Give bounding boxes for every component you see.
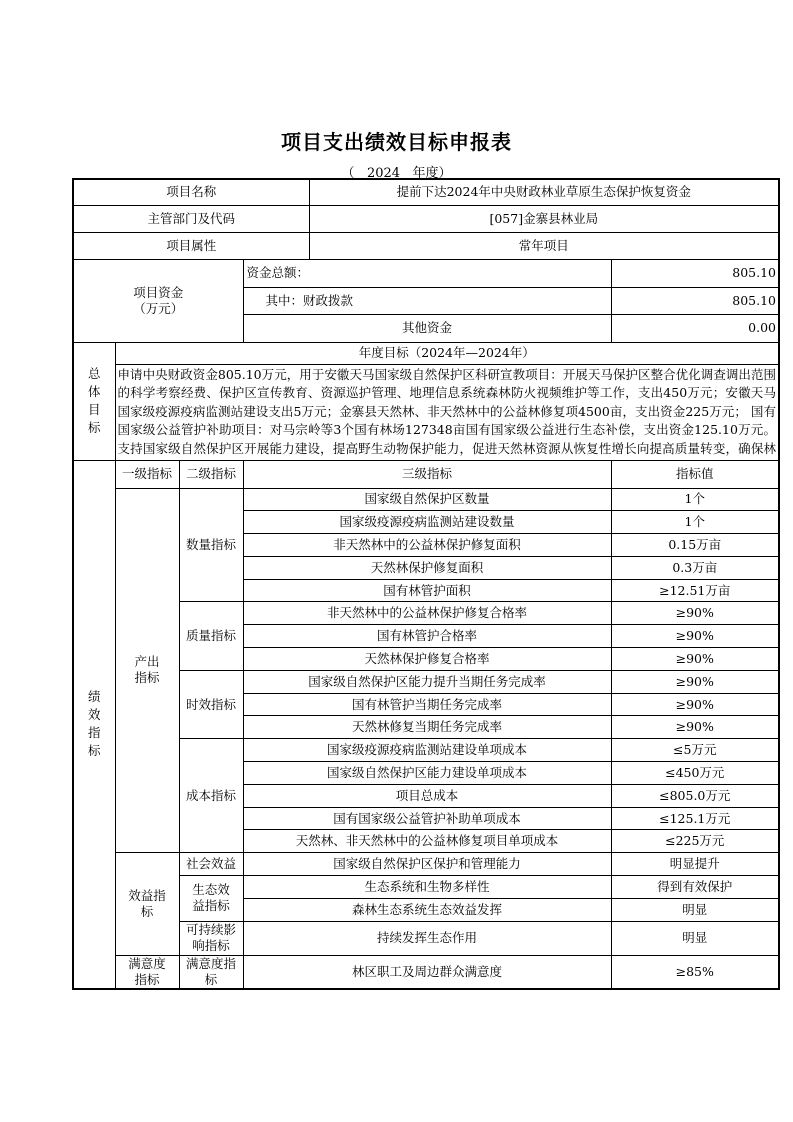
indicator-name: 项目总成本	[243, 784, 611, 807]
indicator-name: 天然林保护修复合格率	[243, 648, 611, 671]
group-ecological: 生态效益指标	[179, 876, 243, 922]
indicator-value: ≥12.51万亩	[611, 579, 779, 602]
perf-char-3: 指	[87, 725, 101, 741]
indicator-value: ≥90%	[611, 716, 779, 739]
satisfaction-label: 满意度指标	[115, 955, 179, 989]
funds-label-unit: （万元）	[133, 300, 184, 316]
perf-char-1: 绩	[87, 689, 101, 705]
perf-char-2: 效	[87, 707, 101, 723]
header-l3: 三级指标	[243, 460, 611, 488]
year-close: 年度）	[412, 166, 452, 181]
funds-fiscal-label: 其中：财政拨款	[243, 287, 611, 314]
indicator-name: 国有国家级公益管护补助单项成本	[243, 807, 611, 830]
perf-indicator-label	[73, 460, 115, 989]
year-target-text	[115, 364, 779, 460]
indicator-value: ≥90%	[611, 625, 779, 648]
group-cost: 成本指标	[179, 739, 243, 853]
indicator-name: 非天然林中的公益林保护修复合格率	[243, 602, 611, 625]
year-target-text-row	[73, 364, 779, 460]
output-label: 产出指标	[115, 488, 179, 853]
indicator-name: 国有林管护面积	[243, 579, 611, 602]
dept-row	[73, 205, 779, 232]
group-sustainable: 可持续影响指标	[179, 921, 243, 955]
table-row	[73, 488, 779, 511]
funds-total-row	[73, 259, 779, 287]
project-name-value: 提前下达2024年中央财政林业草原生态保护恢复资金	[309, 179, 779, 205]
table-row	[73, 670, 779, 693]
project-name-row	[73, 179, 779, 205]
table-row	[73, 921, 779, 955]
group-timeliness: 时效指标	[179, 670, 243, 738]
attr-value: 常年项目	[309, 232, 779, 259]
indicator-value: ≤5万元	[611, 739, 779, 762]
attr-row	[73, 232, 779, 259]
indicator-value: 得到有效保护	[611, 876, 779, 899]
indicator-value: 明显提升	[611, 853, 779, 876]
indicator-value: ≤225万元	[611, 830, 779, 853]
group-quality: 质量指标	[179, 602, 243, 670]
attr-label: 项目属性	[73, 232, 309, 259]
indicator-name: 国家级疫源疫病监测站建设单项成本	[243, 739, 611, 762]
indicator-name: 国有林管护合格率	[243, 625, 611, 648]
table-row	[73, 955, 779, 989]
overall-target-label	[73, 342, 115, 460]
indicator-name: 森林生态系统生态效益发挥	[243, 898, 611, 921]
dept-label: 主管部门及代码	[73, 205, 309, 232]
table-row	[73, 853, 779, 876]
indicator-name: 持续发挥生态作用	[243, 921, 611, 955]
year-value: 2024	[366, 166, 401, 181]
funds-total-value: 805.10	[611, 259, 779, 287]
indicator-name: 国家级自然保护区能力建设单项成本	[243, 762, 611, 785]
dept-value: [057]金寨县林业局	[309, 205, 779, 232]
indicator-value: ≥85%	[611, 955, 779, 989]
table-row	[73, 876, 779, 899]
table-row	[73, 739, 779, 762]
overall-char-2: 体	[87, 384, 101, 399]
overall-char-1: 总	[87, 366, 101, 381]
group-social: 社会效益	[179, 853, 243, 876]
indicator-name: 生态系统和生物多样性	[243, 876, 611, 899]
indicator-name: 国家级自然保护区能力提升当期任务完成率	[243, 670, 611, 693]
funds-other-label: 其他资金	[243, 314, 611, 342]
indicator-value: 1个	[611, 488, 779, 511]
year-target-label: 年度目标（2024年—2024年）	[115, 342, 779, 364]
indicator-name: 国家级自然保护区数量	[243, 488, 611, 511]
indicator-value: 1个	[611, 511, 779, 534]
indicator-name: 国有林管护当期任务完成率	[243, 693, 611, 716]
funds-total-label: 资金总额：	[243, 259, 611, 287]
indicator-value: ≥90%	[611, 693, 779, 716]
indicator-name: 国家级自然保护区保护和管理能力	[243, 853, 611, 876]
perf-char-4: 标	[87, 743, 101, 759]
page-title: 项目支出绩效目标申报表	[281, 130, 512, 154]
indicator-value: ≥90%	[611, 648, 779, 671]
year-open: （	[341, 166, 355, 181]
indicator-value: 明显	[611, 898, 779, 921]
group-satisfaction: 满意度指标	[179, 955, 243, 989]
indicator-name: 林区职工及周边群众满意度	[243, 955, 611, 989]
indicator-name: 国家级疫源疫病监测站建设数量	[243, 511, 611, 534]
indicator-value: ≤805.0万元	[611, 784, 779, 807]
indicator-value: ≥90%	[611, 670, 779, 693]
overall-char-4: 标	[87, 420, 101, 435]
header-l1: 一级指标	[115, 460, 179, 488]
indicator-value: ≤125.1万元	[611, 807, 779, 830]
funds-label-main: 项目资金	[133, 284, 184, 300]
header-value: 指标值	[611, 460, 779, 488]
table-row	[73, 602, 779, 625]
indicator-name: 天然林修复当期任务完成率	[243, 716, 611, 739]
indicator-value: 明显	[611, 921, 779, 955]
funds-label	[73, 259, 243, 342]
indicator-name: 天然林、非天然林中的公益林修复项目单项成本	[243, 830, 611, 853]
benefit-label: 效益指标	[115, 853, 179, 955]
indicator-value: ≤450万元	[611, 762, 779, 785]
year-target-paragraph: 申请中央财政资金805.10万元，用于安徽天马国家级自然保护区科研宣教项目：开展天马保护区整合优化调查调出范围的科学考察经费、保护区宣传教育、资源巡护管理、地理信息系统森林防火视频维护等工作，支出450万元；安徽天马国家级疫源疫病监测站建设支出5万元；金寨县天然林、非天然林中的公益林修复项4500亩，支出资金225万元； 国有国家级公益管护补助项目：对马宗岭等3个国有林场127348亩国有国家级公益进行生态补偿，支出资金125.10万元。 支持国家级自然保护区开展能力建设，提高野生动物保护能力，促进天然林资源从恢复性增长向提高质量转变，确保林	[117, 366, 777, 456]
indicator-value: 0.15万亩	[611, 534, 779, 557]
project-name-label: 项目名称	[73, 179, 309, 205]
perf-header-row	[73, 460, 779, 488]
indicator-name: 天然林保护修复面积	[243, 556, 611, 579]
year-target-header-row	[73, 342, 779, 364]
group-quantity: 数量指标	[179, 488, 243, 602]
performance-table	[72, 178, 780, 990]
header-l2: 二级指标	[179, 460, 243, 488]
funds-fiscal-value: 805.10	[611, 287, 779, 314]
indicator-name: 非天然林中的公益林保护修复面积	[243, 534, 611, 557]
indicator-value: 0.3万亩	[611, 556, 779, 579]
indicator-value: ≥90%	[611, 602, 779, 625]
funds-other-value: 0.00	[611, 314, 779, 342]
overall-char-3: 目	[87, 402, 101, 417]
